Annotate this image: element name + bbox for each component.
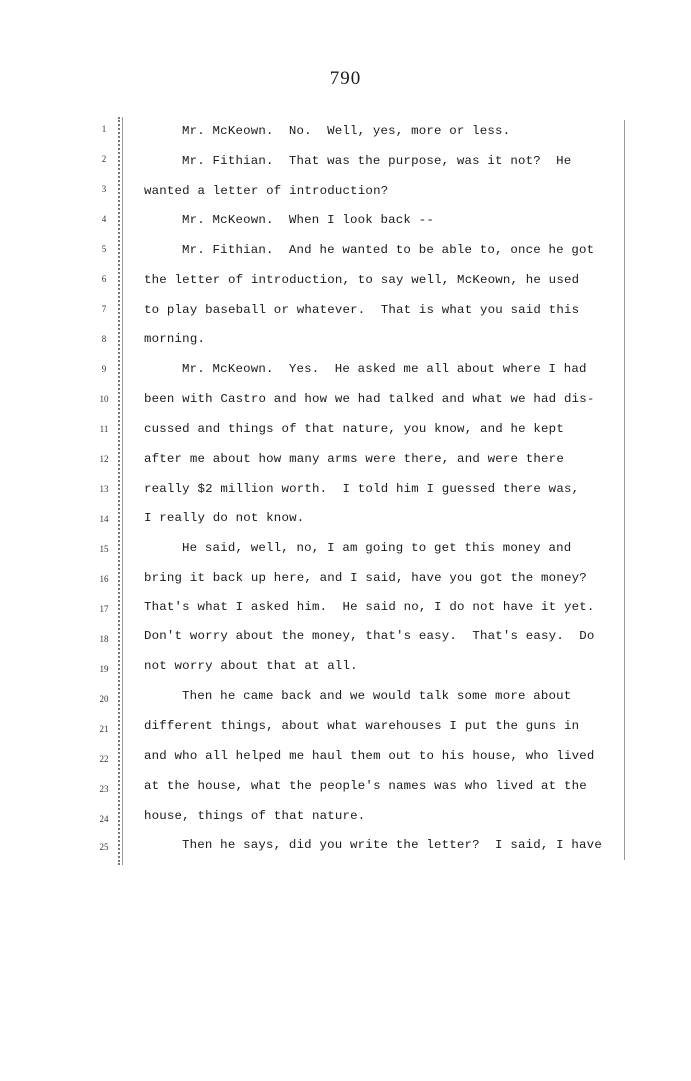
transcript-line: cussed and things of that nature, you know, and he kept (144, 422, 564, 436)
transcript-line: bring it back up here, and I said, have you got the money? (144, 571, 587, 585)
line-number: 14 (99, 514, 109, 524)
transcript-line: at the house, what the people's names was who lived at the (144, 779, 587, 793)
transcript-line: not worry about that at all. (144, 659, 358, 673)
line-number: 18 (99, 634, 109, 644)
line-number: 6 (101, 274, 107, 284)
transcript-line: wanted a letter of introduction? (144, 184, 389, 198)
transcript-line: been with Castro and how we had talked and what we had dis- (144, 392, 595, 406)
transcript-line: Then he says, did you write the letter? I said, I have (182, 838, 602, 852)
transcript-line: and who all helped me haul them out to his house, who lived (144, 749, 595, 763)
transcript-line: Mr. McKeown. When I look back -- (182, 213, 434, 227)
line-number: 20 (99, 694, 109, 704)
line-number: 15 (99, 544, 109, 554)
transcript-line: after me about how many arms were there, and were there (144, 452, 564, 466)
line-number: 23 (99, 784, 109, 794)
transcript-line: Then he came back and we would talk some more about (182, 689, 572, 703)
line-number: 10 (99, 394, 109, 404)
transcript-line: really $2 million worth. I told him I guessed there was, (144, 482, 580, 496)
transcript-line: That's what I asked him. He said no, I do not have it yet. (144, 600, 595, 614)
transcript-line: Mr. McKeown. No. Well, yes, more or less. (182, 124, 511, 138)
line-number: 1 (101, 124, 107, 134)
transcript-line: Mr. Fithian. That was the purpose, was it not? He (182, 154, 572, 168)
transcript-line: He said, well, no, I am going to get this money and (182, 541, 572, 555)
transcript-line: Mr. McKeown. Yes. He asked me all about where I had (182, 362, 587, 376)
line-number: 4 (101, 214, 107, 224)
transcript-line: Mr. Fithian. And he wanted to be able to, once he got (182, 243, 595, 257)
transcript-line: different things, about what warehouses I put the guns in (144, 719, 580, 733)
left-margin-rule-inner (122, 117, 123, 865)
line-number: 7 (101, 304, 107, 314)
transcript-line: to play baseball or whatever. That is what you said this (144, 303, 580, 317)
line-number: 17 (99, 604, 109, 614)
transcript-line: the letter of introduction, to say well, McKeown, he used (144, 273, 580, 287)
transcript-line: morning. (144, 332, 206, 346)
line-number: 8 (101, 334, 107, 344)
line-number: 19 (99, 664, 109, 674)
transcript-line: I really do not know. (144, 511, 305, 525)
line-number: 21 (99, 724, 109, 734)
left-margin-rule (118, 117, 120, 865)
line-number: 16 (99, 574, 109, 584)
line-number: 11 (99, 424, 109, 434)
page-number: 790 (329, 68, 362, 89)
line-number: 25 (99, 842, 109, 852)
line-number: 24 (99, 814, 109, 824)
line-number: 3 (101, 184, 107, 194)
line-number: 2 (101, 154, 107, 164)
line-number: 5 (101, 244, 107, 254)
transcript-line: Don't worry about the money, that's easy. That's easy. Do (144, 629, 595, 643)
line-number: 13 (99, 484, 109, 494)
right-margin-rule (624, 120, 625, 860)
transcript-line: house, things of that nature. (144, 809, 366, 823)
line-number: 22 (99, 754, 109, 764)
line-number: 9 (101, 364, 107, 374)
line-number: 12 (99, 454, 109, 464)
